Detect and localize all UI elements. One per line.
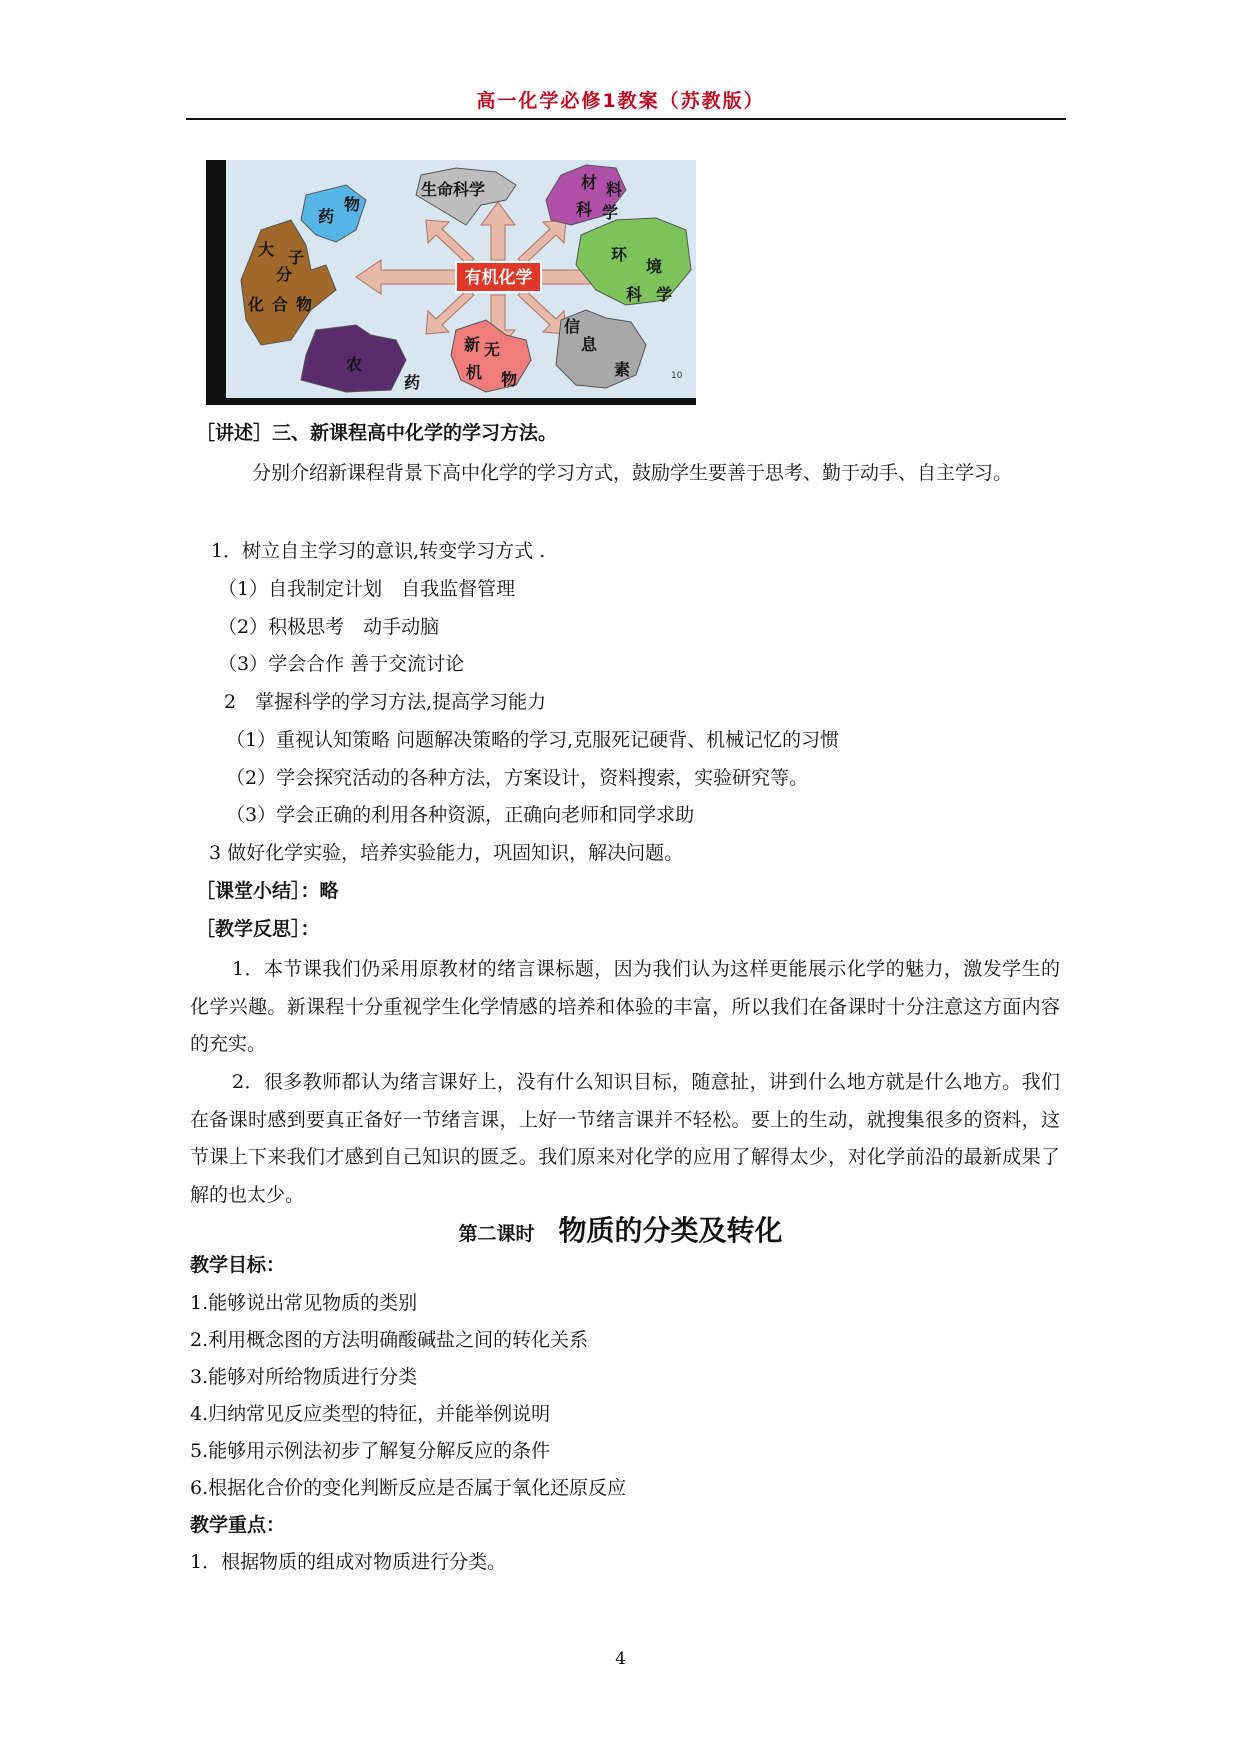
keypoint-item-1: 1．根据物质的组成对物质进行分类。 [190,1551,507,1573]
page-header-title: 高一化学必修1教案（苏教版） [476,90,765,112]
material-label-4: 学 [602,203,619,222]
material-label-1: 材 [581,173,598,192]
polymer-label-4: 化 [248,295,265,314]
objectives-heading: 教学目标： [190,1254,286,1276]
objective-item-6: 6.根据化合价的变化判断反应是否属于氧化还原反应 [190,1477,627,1499]
section-lesson: 第二课时 [458,1223,535,1245]
polymer-label-1: 大 [258,240,275,259]
material-label-3: 科 [576,200,593,219]
page-number: 4 [615,1649,626,1669]
lecture-heading: ［讲述］三、新课程高中化学的学习方法。 [196,422,558,444]
polymer-label-3: 子 [288,248,305,267]
inorganic-label-3: 机 [466,363,483,382]
info-label-1: 信 [564,317,581,336]
life-science-label: 生命科学 [421,180,486,199]
center-label: 有机化学 [464,268,533,288]
method-item-2: （1）自我制定计划 自我监督管理 [218,578,516,600]
intro-paragraph: 分别介绍新课程背景下高中化学的学习方式，鼓励学生要善于思考、勤于动手、自主学习。 [252,462,1013,484]
reflection-paragraph-2: 2．很多教师都认为绪言课好上，没有什么知识目标，随意扯，讲到什么地方就是什么地方。我们在备课时感到要真正备好一节绪言课，上好一节绪言课并不轻松。要上的生动，就搜集很多的资料，这节课上下来我们才感到自己知识的匮乏。我们原来对化学的应用了解得太少，对化学前沿的最新成果了解的也太少。 [190,1071,1060,1206]
summary-heading: ［课堂小结］：略 [196,880,339,902]
material-label-2: 料 [606,180,623,199]
method-item-1: 1．树立自主学习的意识,转变学习方式 . [211,540,546,562]
method-item-4: （3）学会合作 善于交流讨论 [218,653,465,675]
reflection-heading: ［教学反思］： [196,918,320,940]
objective-item-2: 2.利用概念图的方法明确酸碱盐之间的转化关系 [190,1329,589,1351]
info-label-3: 素 [614,360,631,379]
objective-item-4: 4.归纳常见反应类型的特征，并能举例说明 [190,1403,551,1425]
slide-number: 10 [671,371,683,381]
header-rule [186,118,1066,120]
keypoints-heading: 教学重点： [190,1514,286,1536]
inorganic-label-1: 新 [464,335,481,354]
method-item-3: （2）积极思考 动手动脑 [218,616,440,638]
info-label-2: 息 [581,335,598,354]
reflection-paragraph-1: 1．本节课我们仍采用原教材的绪言课标题，因为我们认为这样更能展示化学的魅力，激发学生的化学兴趣。新课程十分重视学生化学情感的培养和体验的丰富，所以我们在备课时十分注意这方面内容的充实。 [190,958,1060,1055]
objective-item-3: 3.能够对所给物质进行分类 [190,1366,418,1388]
drug-label-1: 药 [318,207,335,226]
environment-label-4: 学 [656,285,673,304]
environment-label-1: 环 [611,245,628,264]
objective-item-5: 5.能够用示例法初步了解复分解反应的条件 [190,1440,551,1462]
drug-label-2: 物 [344,195,361,214]
objective-item-1: 1.能够说出常见物质的类别 [190,1292,418,1314]
organic-chemistry-diagram [206,160,696,405]
pesticide-label-2: 药 [404,373,421,392]
method-item-9: 3 做好化学实验，培养实验能力，巩固知识，解决问题。 [209,842,684,864]
inorganic-label-2: 无 [484,340,501,359]
polymer-label-5: 合 [272,295,289,314]
method-item-8: （3）学会正确的利用各种资源，正确向老师和同学求助 [226,804,695,826]
organic-chemistry-figure [206,160,696,405]
pesticide-label-1: 农 [346,355,363,374]
polymer-label-6: 物 [296,295,313,314]
method-item-7: （2）学会探究活动的各种方法，方案设计，资料搜索，实验研究等。 [226,767,809,789]
polymer-label-2: 分 [276,265,293,284]
section-title [0,1209,1241,1249]
method-item-5: 2 掌握科学的学习方法,提高学习能力 [224,691,547,713]
environment-label-2: 境 [646,257,663,276]
method-item-6: （1）重视认知策略 问题解决策略的学习,克服死记硬背、机械记忆的习惯 [226,729,840,751]
section-name: 物质的分类及转化 [558,1214,783,1247]
environment-label-3: 科 [626,285,643,304]
inorganic-label-4: 物 [501,370,518,389]
